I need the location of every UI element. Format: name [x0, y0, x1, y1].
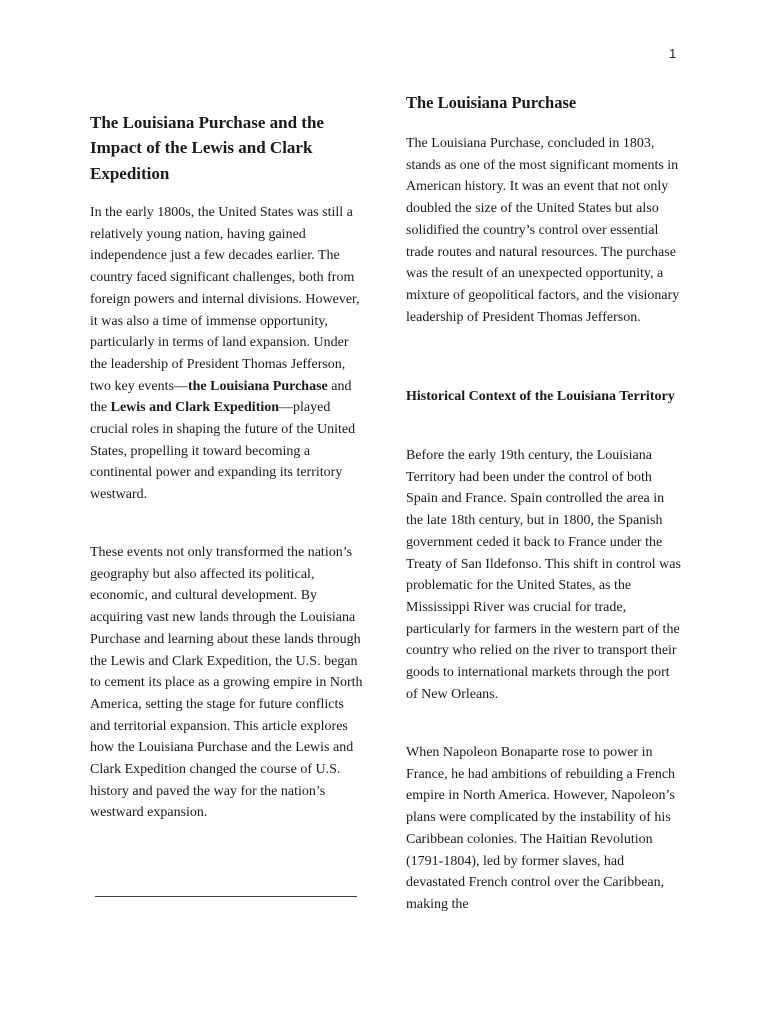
section-paragraph-3: When Napoleon Bonaparte rose to power in France, he had ambitions of rebuilding a French empire in North America. However, Napoleon’s plans were complicated by the instability of his Caribbean colonies. The Haitian Revolution (1791-1804), led by former slaves, had devastated French control over the Caribbean, making the	[406, 745, 676, 912]
intro-paragraph-2: These events not only transformed the nation’s geography but also affected its political, economic, and cultural development. By acquiring vast new lands through the Louisiana Purchase and learning about these lands through the Lewis and Clark Expedition, the U.S. began to cement its place as a growing empire in North America, setting the stage for future conflicts and territorial expansion. This article explores how the Louisiana Purchase and the Lewis and Clark Expedition changed the course of U.S. history and paved the way for the nation’s westward expansion.	[90, 545, 363, 821]
document-title: The Louisiana Purchase and the Impact of the Lewis and Clark Expedition	[90, 113, 324, 183]
intro-text-between: and the	[90, 378, 352, 416]
intro-text-start: In the early 1800s, the United States was still a relatively young nation, having gained independence just a few decades earlier. The country faced significant challenges, both from foreign powers and internal divisions. However, it was also a time of immense opportunity, particularly in terms of land expansion. Under the leadership of President Thomas Jefferson, two key events—	[90, 205, 360, 394]
intro-paragraph-1	[90, 202, 365, 506]
intro-text-end: —played crucial roles in shaping the future of the United States, propelling it toward becoming a continental power and expanding its territory westward.	[90, 400, 356, 503]
subsection-heading: Historical Context of the Louisiana Territory	[406, 389, 675, 404]
section-paragraph-1: The Louisiana Purchase, concluded in 1803, stands as one of the most significant moments in American history. It was an event that not only doubled the size of the United States but also solidified the country’s control over essential trade routes and natural resources. The purchase was the result of an unexpected opportunity, a mixture of geopolitical factors, and the visionary leadership of President Thomas Jefferson.	[406, 136, 680, 325]
section-paragraph-2: Before the early 19th century, the Louisiana Territory had been under the control of both Spain and France. Spain controlled the area in the late 18th century, but in 1800, the Spanish government ceded it back to France under the Treaty of San Ildefonso. This shift in control was problematic for the United States, as the Mississippi River was crucial for trade, particularly for farmers in the western part of the country who relied on the river to transport their goods to international markets through the port of New Orleans.	[406, 448, 681, 702]
footnote-divider	[95, 896, 357, 897]
page-number: 1	[669, 46, 677, 61]
bold-lewis-clark: Lewis and Clark Expedition	[110, 400, 280, 416]
bold-louisiana-purchase: the Louisiana Purchase	[187, 378, 328, 394]
section-heading: The Louisiana Purchase	[406, 93, 577, 112]
